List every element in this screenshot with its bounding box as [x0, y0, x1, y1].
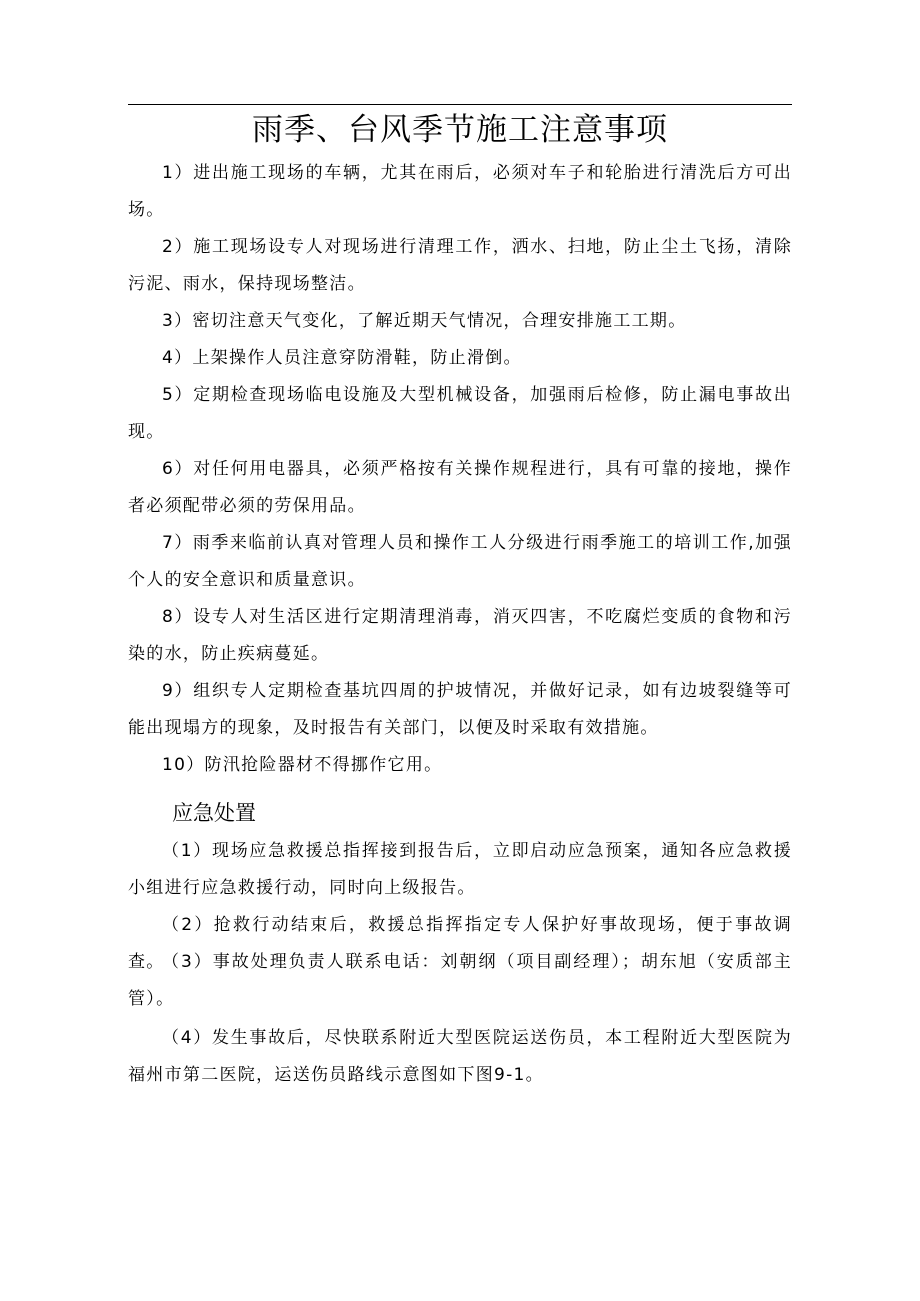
- note-item-9: 9）组织专人定期检查基坑四周的护坡情况，并做好记录，如有边坡裂缝等可能出现塌方的现象，及时报告有关部门，以便及时采取有效措施。: [128, 681, 792, 738]
- note-item-8: 8）设专人对生活区进行定期清理消毒，消灭四害，不吃腐烂变质的食物和污染的水，防止疾病蔓延。: [128, 607, 792, 664]
- note-item-2: 2）施工现场设专人对现场进行清理工作，洒水、扫地，防止尘土飞扬，清除污泥、雨水，保持现场整洁。: [128, 237, 792, 294]
- note-item-5: 5）定期检查现场临电设施及大型机械设备，加强雨后检修，防止漏电事故出现。: [128, 385, 792, 442]
- emergency-item-2: （2）抢救行动结束后，救援总指挥指定专人保护好事故现场，便于事故调查。: [128, 915, 792, 972]
- emergency-item-3: （3）事故处理负责人联系电话：刘朝纲（项目副经理）；胡东旭（安质部主管）。: [128, 952, 792, 1009]
- emergency-heading: 应急处置: [172, 801, 256, 825]
- note-item-6: 6）对任何用电器具，必须严格按有关操作规程进行，具有可靠的接地，操作者必须配带必须的劳保用品。: [128, 459, 792, 516]
- emergency-item-1: （1）现场应急救援总指挥接到报告后，立即启动应急预案，通知各应急救援小组进行应急救援行动，同时向上级报告。: [128, 841, 792, 898]
- note-item-10: 10）防汛抢险器材不得挪作它用。: [162, 755, 443, 775]
- note-item-4: 4）上架操作人员注意穿防滑鞋，防止滑倒。: [162, 348, 522, 368]
- header-rule: [128, 104, 792, 105]
- emergency-item-4: （4）发生事故后，尽快联系附近大型医院运送伤员，本工程附近大型医院为福州市第二医院，运送伤员路线示意图如下图9-1。: [128, 1028, 792, 1085]
- document-title: 雨季、台风季节施工注意事项: [252, 112, 668, 148]
- note-item-7: 7）雨季来临前认真对管理人员和操作工人分级进行雨季施工的培训工作,加强个人的安全意识和质量意识。: [128, 533, 792, 590]
- note-item-1: 1）进出施工现场的车辆，尤其在雨后，必须对车子和轮胎进行清洗后方可出场。: [128, 163, 792, 220]
- note-item-3: 3）密切注意天气变化，了解近期天气情况，合理安排施工工期。: [162, 311, 687, 331]
